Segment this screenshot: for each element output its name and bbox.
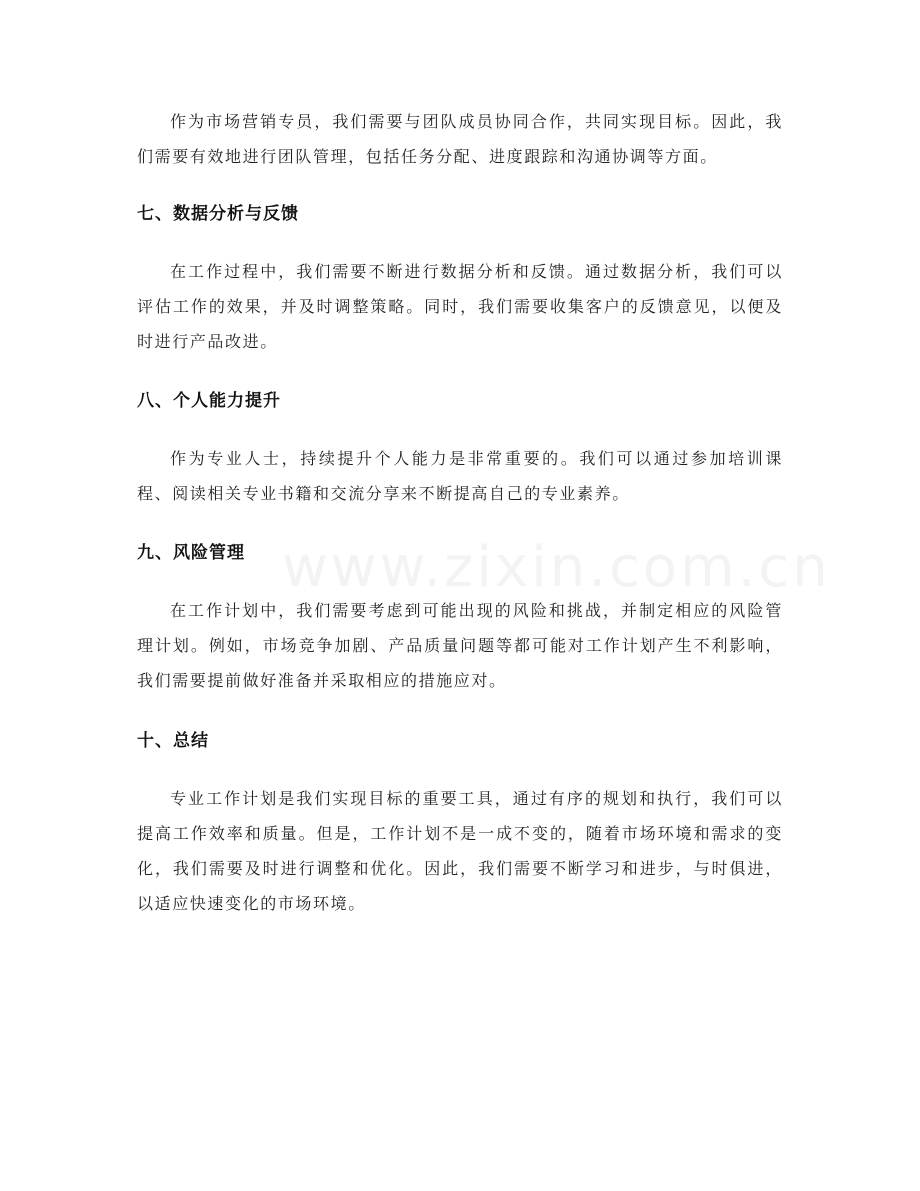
section-heading-data-analysis: 七、数据分析与反馈	[137, 204, 299, 224]
paragraph-data-analysis: 在工作过程中，我们需要不断进行数据分析和反馈。通过数据分析，我们可以评估工作的效果，并及时调整策略。同时，我们需要收集客户的反馈意见，以便及时进行产品改进。	[137, 262, 783, 351]
section-heading-risk-management: 九、风险管理	[137, 543, 245, 563]
paragraph-risk-management: 在工作计划中，我们需要考虑到可能出现的风险和挑战，并制定相应的风险管理计划。例如，市场竞争加剧、产品质量问题等都可能对工作计划产生不利影响，我们需要提前做好准备并采取相应的措施应对。	[137, 601, 783, 690]
document-body	[137, 104, 783, 921]
section-heading-personal-growth: 八、个人能力提升	[137, 391, 281, 411]
section-heading-summary: 十、总结	[137, 731, 209, 751]
paragraph-summary: 专业工作计划是我们实现目标的重要工具，通过有序的规划和执行，我们可以提高工作效率和质量。但是，工作计划不是一成不变的，随着市场环境和需求的变化，我们需要及时进行调整和优化。因此，我们需要不断学习和进步，与时俱进，以适应快速变化的市场环境。	[137, 789, 783, 913]
watermark: www.zixin.com.cn	[282, 535, 831, 600]
paragraph-team-management: 作为市场营销专员，我们需要与团队成员协同合作，共同实现目标。因此，我们需要有效地进行团队管理，包括任务分配、进度跟踪和沟通协调等方面。	[137, 112, 783, 166]
paragraph-personal-growth: 作为专业人士，持续提升个人能力是非常重要的。我们可以通过参加培训课程、阅读相关专业书籍和交流分享来不断提高自己的专业素养。	[137, 449, 783, 503]
